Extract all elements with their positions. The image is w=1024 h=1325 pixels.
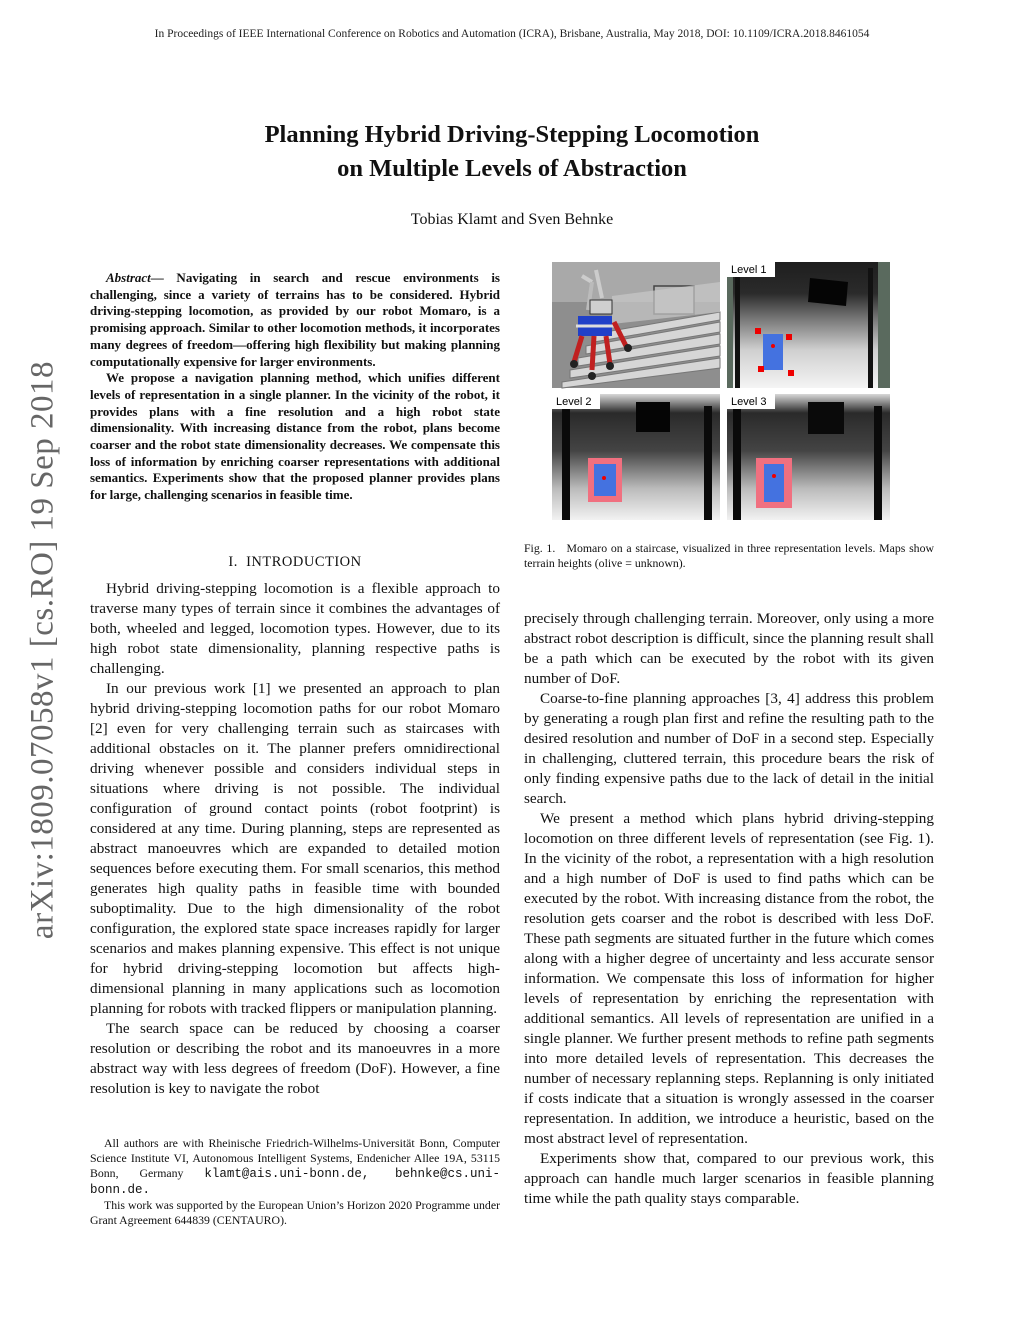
right-paragraph-1: precisely through challenging terrain. Moreover, only using a more abstract robot description is difficult, since the planning result shall be a path which can be executed by the robot with its given number of DoF. bbox=[524, 610, 934, 687]
right-paragraph-4: Experiments show that, compared to our previous work, this approach can handle much larger scenarios in feasible planning time while the path quality stays comparable. bbox=[524, 1150, 934, 1207]
level-2-panel bbox=[552, 394, 720, 520]
level-2-label: Level 2 bbox=[556, 396, 592, 408]
abstract bbox=[90, 270, 500, 504]
right-paragraph-3: We present a method which plans hybrid driving-stepping locomotion on three different levels of representation (see Fig. 1). In the vicinity of the robot, a representation with a high resolution and a high number of DoF is used to find paths which can be executed by the robot. With increasing distance from the robot, the resolution gets coarser and the robot is described with less DoF. These path segments are situated further in the future which comes along with a higher degree of uncertainty and less accurate sensor information. We compensate this loss of information for higher levels of representation by enriching the representation with additional semantics. All levels of representation are unified in a single planner. We further present methods to refine path segments into more detailed levels of representation. This decreases the number of necessary replanning steps. Replanning is only initiated if costs indicate that a situation is wrongly assessed in the coarser representation. In addition, we introduce a heuristic, based on the most abstract level of representation. bbox=[524, 810, 934, 1147]
title-line-2: on Multiple Levels of Abstraction bbox=[337, 155, 687, 182]
title-line-1: Planning Hybrid Driving-Stepping Locomotion bbox=[264, 121, 760, 148]
intro-paragraph-3: The search space can be reduced by choosing a coarser resolution or describing the robot and its manoeuvres in a more abstract way with less degrees of freedom (DoF). However, a fine resolution is key to navigate the robot bbox=[90, 1020, 500, 1097]
figure-1-caption bbox=[524, 541, 934, 571]
level-3-label: Level 3 bbox=[731, 396, 767, 408]
section-heading bbox=[90, 554, 500, 571]
abstract-paragraph-2: We propose a navigation planning method, which unifies different levels of representation in a single planner. In the vicinity of the robot, it provides plans with a fine resolution and a high robot state dimensionality. With increasing distance from the robot, plans become coarser and the robot state dimensionality decreases. We compensate this loss of information by enriching coarser representations with additional semantics. Experiments show that the proposed planner provides plans for large, challenging scenarios in feasible time. bbox=[90, 370, 500, 503]
author-list: Tobias Klamt and Sven Behnke bbox=[410, 211, 614, 228]
figure-1 bbox=[552, 262, 892, 520]
arxiv-sidebar bbox=[18, 350, 68, 950]
abstract-paragraph-1 bbox=[90, 270, 500, 370]
level-1-panel bbox=[727, 262, 890, 388]
figure-1-graphic bbox=[552, 262, 892, 520]
footnote-emails: klamt@ais.uni-bonn.de, behnke@cs.uni-bonn.de. bbox=[90, 1167, 500, 1197]
robot-staircase-panel bbox=[552, 262, 720, 388]
section-number: I. bbox=[228, 554, 238, 570]
section-title: INTRODUCTION bbox=[246, 554, 362, 570]
intro-paragraph-2: In our previous work [1] we presented an approach to plan hybrid driving-stepping locomotion paths for our robot Momaro [2] even for very challenging terrain such as staircases with additional obstacles on it. The planner prefers omnidirectional driving whenever possible and considers individual steps in situations where driving is not possible. The individual configuration of ground contact points (robot footprint) is considered at any time. During planning, steps are represented as abstract manoeuvres which are expanded to detailed motion sequences before executing them. For small scenarios, this method generates high quality paths in feasible time with bounded suboptimality. Due to the high dimensionality of the robot configuration, the explored state space increases rapidly for larger scenarios and makes planning expensive. This effect is not unique for hybrid driving-stepping locomotion but affects high-dimensional planning in many applications such as locomotion planning for robots with tracked flippers or manipulation planning. bbox=[90, 680, 500, 1017]
caption-text: Momaro on a staircase, visualized in three representation levels. Maps show terrain heights (olive = unknown). bbox=[524, 541, 934, 570]
right-column-text bbox=[524, 609, 934, 1209]
level-3-panel bbox=[727, 394, 890, 520]
footnote-affiliation bbox=[90, 1136, 500, 1198]
caption-label: Fig. 1. bbox=[524, 541, 556, 555]
running-header: In Proceedings of IEEE International Conference on Robotics and Automation (ICRA), Brisbane, Australia, May 2018, DOI: 10.1109/ICRA.2018.8461054 bbox=[154, 28, 870, 40]
affiliation-text: All authors are with Rheinische Friedrich-Wilhelms-Universität Bonn, Computer Science Institute VI, Autonomous Intelligent Systems, Endenicher Allee 19A, 53115 Bonn, Germany bbox=[90, 1136, 500, 1180]
paper-title bbox=[0, 118, 1024, 186]
abstract-label: Abstract bbox=[106, 270, 151, 285]
arxiv-identifier: arXiv:1809.07058v1 [cs.RO] 19 Sep 2018 bbox=[24, 360, 61, 940]
right-paragraph-2: Coarse-to-fine planning approaches [3, 4] address this problem by generating a rough plan first and refine the resulting path to the desired resolution and number of DoF in a second step. Especially in challenging, cluttered terrain, this procedure bears the risk of only finding expensive paths due to the lack of detail in the initial search. bbox=[524, 690, 934, 807]
level-1-label: Level 1 bbox=[731, 264, 767, 276]
introduction-text bbox=[90, 579, 500, 1099]
footnote-funding: This work was supported by the European Union’s Horizon 2020 Programme under Grant Agreement 644839 (CENTAURO). bbox=[90, 1198, 500, 1227]
footnote bbox=[90, 1136, 500, 1228]
abstract-text-1: — Navigating in search and rescue environments is challenging, since a variety of terrains has to be considered. Hybrid driving-stepping locomotion, as provided by our robot Momaro, is a promising approach. Similar to other locomotion methods, it incorporates many degrees of freedom—offering high flexibility but making planning computationally expensive for larger environments. bbox=[90, 270, 500, 369]
intro-paragraph-1: Hybrid driving-stepping locomotion is a flexible approach to traverse many types of terrain since it combines the advantages of both, wheeled and legged, locomotion types. However, due to its high robot state dimensionality, planning respective paths is challenging. bbox=[90, 580, 500, 677]
